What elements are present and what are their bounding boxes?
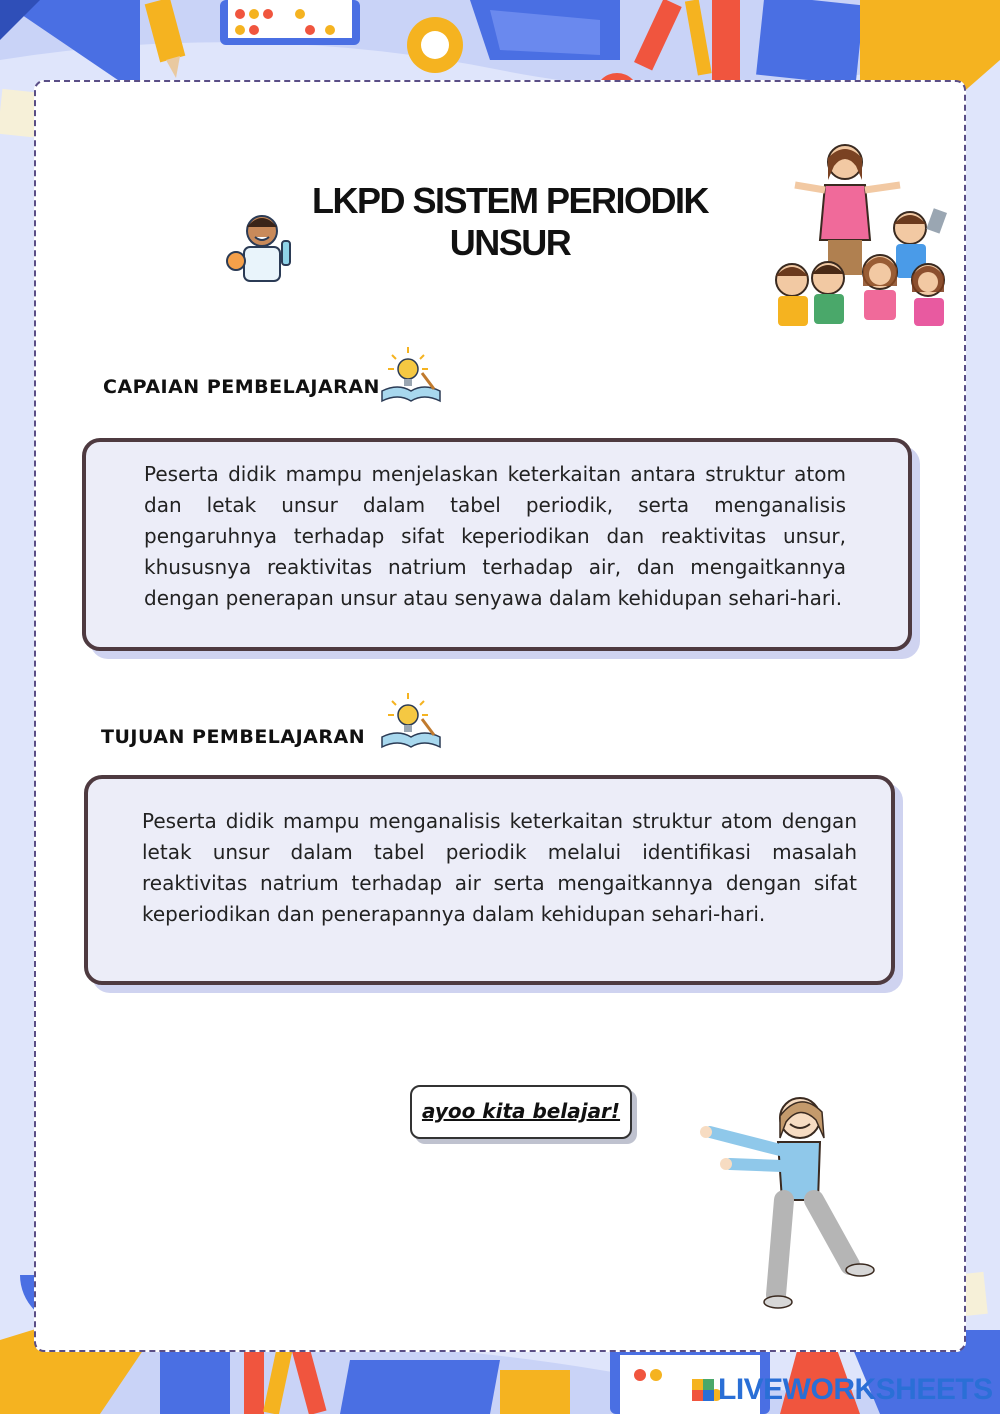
ayoo-belajar-button[interactable]: ayoo kita belajar! [410,1085,632,1139]
pointing-girl-illustration [700,1090,880,1320]
title-line-1: LKPD SISTEM PERIODIK [311,180,709,221]
book-lightbulb-icon [378,343,444,405]
capaian-card [82,438,912,651]
title-line-2: UNSUR [449,222,571,263]
tujuan-heading: TUJUAN PEMBELAJARAN [101,726,366,748]
abacus-icon [220,0,360,45]
capaian-heading: CAPAIAN PEMBELAJARAN [103,376,380,398]
scientist-illustration [222,205,302,285]
book-lightbulb-icon [378,689,444,751]
capaian-text: Peserta didik mampu menjelaskan keterkaitan antara struktur atom dan letak unsur dalam tabel periodik, serta menganalisis pengaruhnya terhadap sifat keperiodikan dan reaktivitas unsur, khususnya reaktivitas natrium terhadap air, dan mengaitkannya dengan penerapan unsur atau senyawa dalam kehidupan sehari-hari. [144,462,846,610]
liveworksheets-logo-icon [692,1379,714,1401]
brand-name: LIVEWORKSHEETS [718,1373,993,1406]
tujuan-card [84,775,895,985]
tujuan-text: Peserta didik mampu menganalisis keterkaitan struktur atom dengan letak unsur dalam tabel periodik melalui identifikasi masalah reaktivitas natrium terhadap air serta mengaitkannya dengan sifat keperiodikan dan penerapannya dalam kehidupan sehari-hari. [142,809,857,926]
liveworksheets-brand [692,1372,993,1408]
page-title [300,180,720,264]
teacher-children-illustration [770,140,955,345]
